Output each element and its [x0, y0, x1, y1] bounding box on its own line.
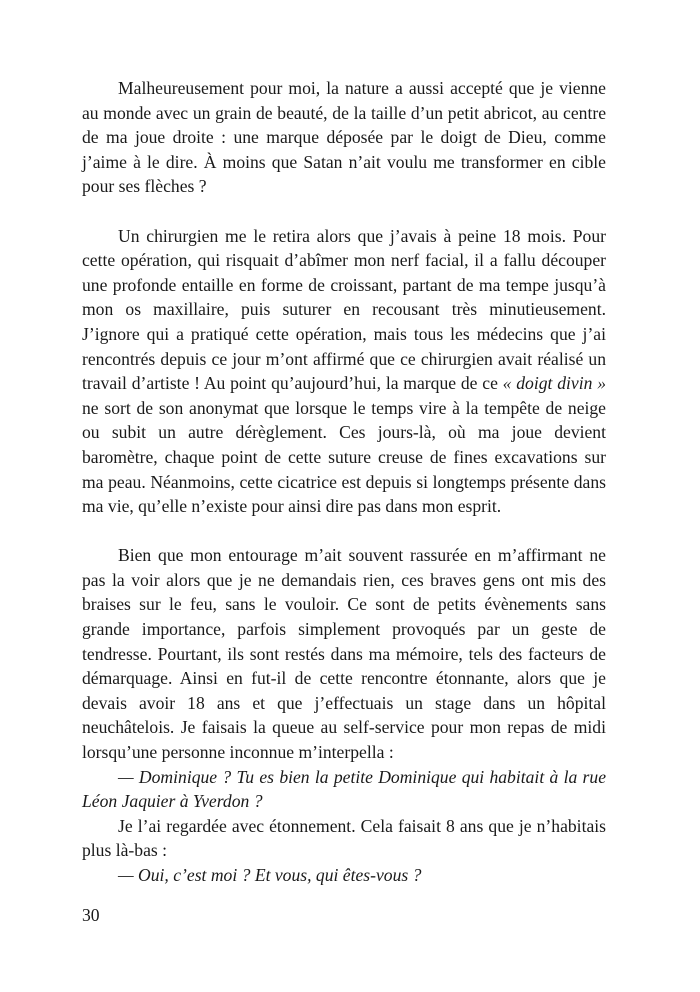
paragraph-encounter: Bien que mon entourage m’ait souvent rassurée en m’affirmant ne pas la voir alors que je ne demandais rien, ces braves gens ont mis des braises sur le feu, sans le vouloir. Ce sont de petits évènements sans grande importance, parfois simplement provoqués par un geste de tendresse. Pourtant, ils sont restés dans ma mémoire, tels des facteurs de démarquage. Ainsi en fut-il de cette rencontre étonnante, alors que je devais avoir 18 ans et que j’effectuais un stage dans un hôpital neuchâtelois. Je faisais la queue au self-service pour mon repas de midi lorsqu’une personne inconnue m’interpella : — [82, 545, 606, 763]
paragraph-surgery-part1: Un chirurgien me le retira alors que j’avais à peine 18 mois. Pour cette opération, qui risquait d’abîmer mon nerf facial, il a fallu découper une profonde entaille en forme de croissant, partant de ma tempe jusqu’à mon os maxillaire, puis suturer en recousant très minutieusement. J’ignore qui a pratiqué cette opération, mais tous les médecins que j’ai rencontrés depuis ce jour m’ont affirmé que ce chirurgien avait réalisé un travail d’artiste ! Au point qu’aujourd’hui, la marque de ce — [82, 225, 606, 394]
narration-line: Je l’ai regardée avec étonnement. Cela faisait 8 ans que je n’habitais plus là-bas : — [82, 815, 606, 861]
dialogue-line-1: — Dominique ? Tu es bien la petite Dominique qui habitait à la rue Léon Jaquier à Yverdon ? — [82, 766, 606, 812]
paragraph-surgery-part2: ne sort de son anonymat que lorsque le temps vire à la tempête de neige ou subit un autre dérèglement. Ces jours-là, où ma joue devient baromètre, chaque point de cette suture creuse de fines excavations sur ma peau. Néanmoins, cette cicatrice est depuis si longtemps présente dans ma vie, qu’elle n’existe pour ainsi dire pas dans mon esprit. — [82, 397, 606, 517]
page-body — [82, 76, 606, 888]
paragraph-surgery — [82, 224, 606, 519]
dialogue-line-2: — Oui, c’est moi ? Et vous, qui êtes-vous ? — [118, 865, 422, 885]
paragraph-surgery-emphasis: « doigt divin » — [502, 373, 606, 394]
page-number: 30 — [82, 905, 100, 925]
paragraph-birthmark: Malheureusement pour moi, la nature a aussi accepté que je vienne au monde avec un grain de beauté, de la taille d’un petit abricot, au centre de ma joue droite : une marque déposée par le doigt de Dieu, comme j’aime à le dire. À moins que Satan n’ait voulu me transformer en cible pour ses flèches ? — [82, 78, 606, 197]
